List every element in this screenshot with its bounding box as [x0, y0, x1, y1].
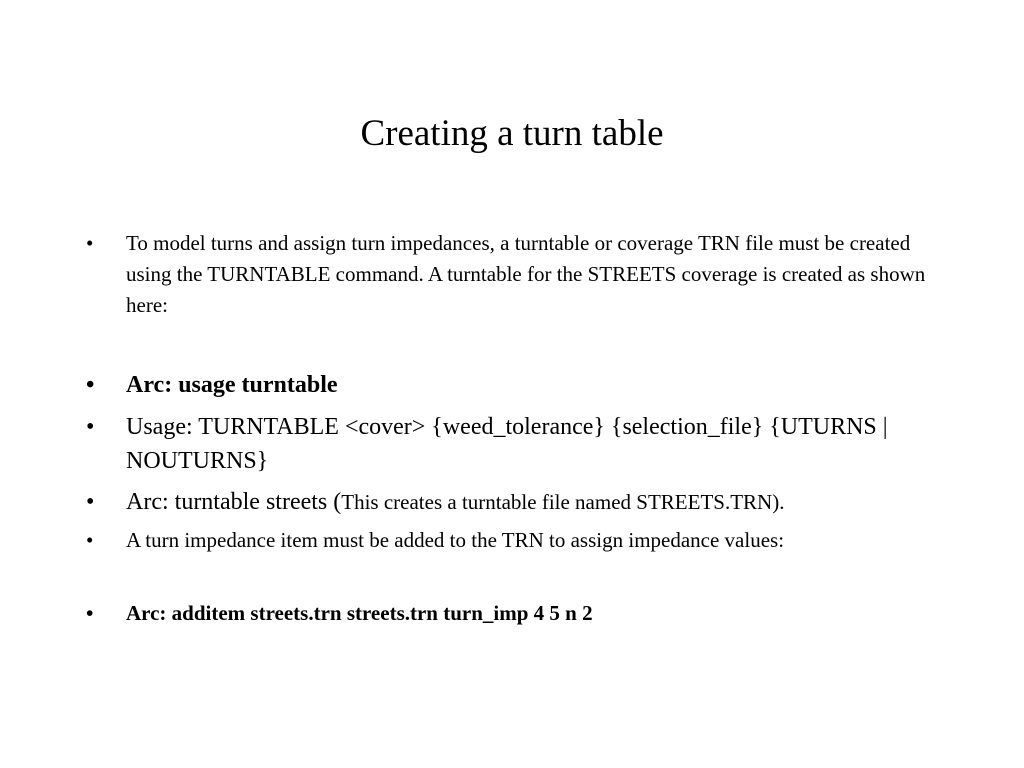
bullet-text: Arc: additem streets.trn streets.trn turn_imp 4 5 n 2 [126, 601, 593, 625]
bullet-dot-icon: • [86, 528, 94, 552]
bullet-dot-icon: • [86, 414, 95, 440]
slide-title: Creating a turn table [360, 113, 664, 154]
bullet-text: To model turns and assign turn impedances, a turntable or coverage TRN file must be created using the TURNTABLE command. A turntable for the STREETS coverage is created as shown here: [126, 231, 926, 317]
bullet-lead: Arc: turntable streets ( [126, 489, 342, 515]
bullet-dot-icon: • [86, 601, 94, 625]
bullet-dot-icon: • [86, 372, 95, 398]
bullet-text: Usage: TURNTABLE <cover> {weed_tolerance} {selection_file} {UTURNS | NOUTURNS} [126, 414, 888, 474]
bullet-text: Arc: usage turntable [126, 372, 338, 398]
bullet-text-mixed [126, 485, 926, 519]
bullet-dot-icon: • [86, 231, 94, 255]
bullet-dot-icon: • [86, 489, 95, 515]
bullet-tail: ). [772, 490, 785, 514]
bullet-text: A turn impedance item must be added to the TRN to assign impedance values: [126, 528, 785, 552]
bullet-note: This creates a turntable file named STREETS.TRN [341, 490, 773, 514]
